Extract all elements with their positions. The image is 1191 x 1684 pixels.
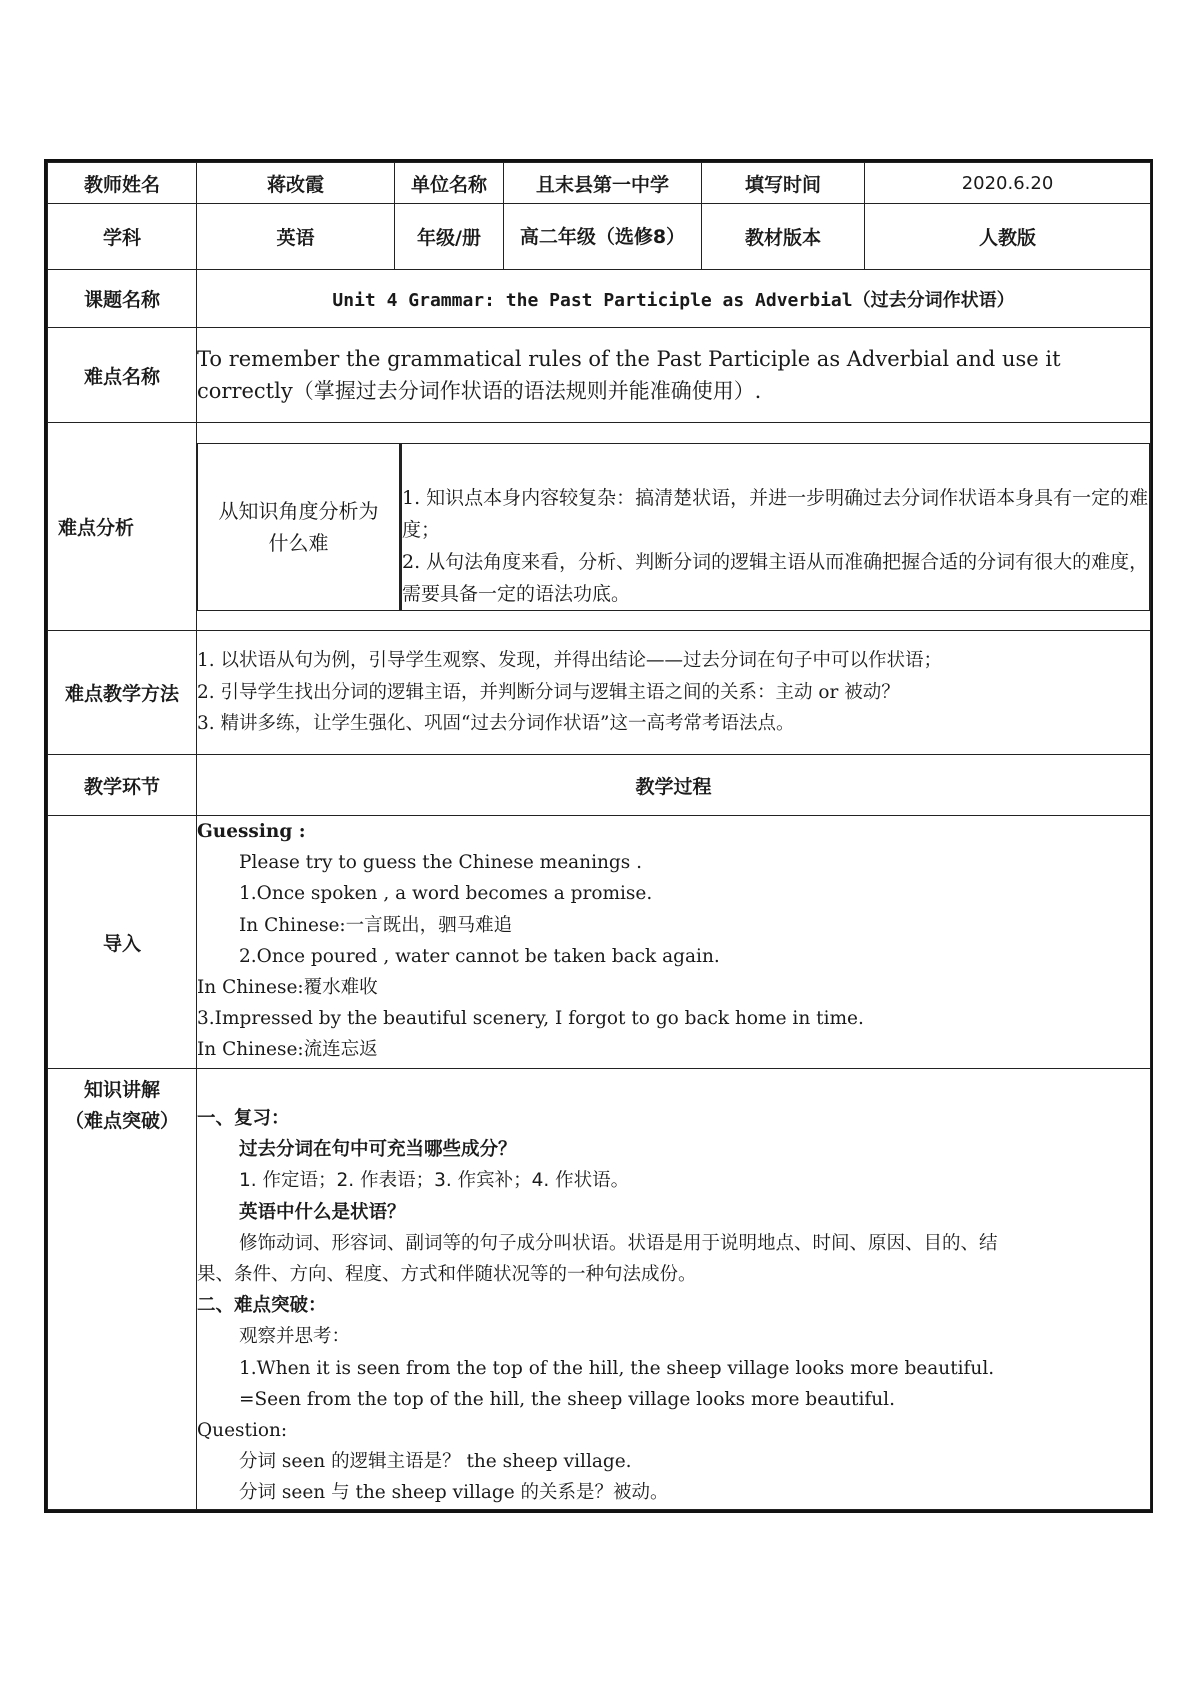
knowledge-label-line-1: 知识讲解	[83, 1079, 160, 1101]
analysis-label: 难点分析	[48, 423, 197, 631]
analysis-row	[48, 423, 1151, 631]
intro-prompt: Please try to guess the Chinese meanings .	[239, 852, 643, 874]
review-question-1: 过去分词在句中可充当哪些成分？	[239, 1139, 517, 1161]
knowledge-label-line-2: （难点突破）	[64, 1110, 179, 1132]
difficulty-value: To remember the grammatical rules of the Past Participle as Adverbial and use it correctly（掌握过去分词作状语的语法规则并能准确使用）.	[197, 328, 1151, 423]
analysis-inner	[197, 443, 1150, 611]
stage-header: 教学环节	[48, 755, 197, 816]
topic-row	[48, 270, 1151, 328]
lesson-plan-grid	[47, 162, 1151, 1510]
review-answer-1: 1. 作定语；2. 作表语；3. 作宾补；4. 作状语。	[239, 1170, 630, 1192]
intro-label: 导入	[48, 816, 197, 1069]
intro-sentence-2: 2.Once poured , water cannot be taken back again.	[239, 945, 720, 967]
teacher-value: 蒋改霞	[197, 163, 395, 204]
difficulty-label: 难点名称	[48, 328, 197, 423]
intro-row	[48, 816, 1151, 1069]
subject-label: 学科	[48, 204, 197, 270]
topic-label: 课题名称	[48, 270, 197, 328]
observe-prompt: 观察并思考：	[239, 1326, 351, 1348]
info-row-1	[48, 163, 1151, 204]
review-answer-2b: 果、条件、方向、程度、方式和伴随状况等的一种句法成份。	[197, 1264, 697, 1286]
method-item-3: 3. 精讲多练，让学生强化、巩固“过去分词作状语”这一高考常考语法点。	[197, 713, 795, 735]
grade-value: 高二年级（选修8）	[504, 204, 702, 270]
question-answer-2: 分词 seen 与 the sheep village 的关系是？被动。	[239, 1482, 669, 1504]
intro-sentence-3: 3.Impressed by the beautiful scenery, I forgot to go back home in time.	[197, 1008, 864, 1030]
date-label: 填写时间	[702, 163, 865, 204]
question-label: Question:	[197, 1420, 288, 1442]
subject-value: 英语	[197, 204, 395, 270]
intro-title: Guessing :	[197, 821, 306, 842]
breakthrough-title: 二、难点突破：	[197, 1295, 327, 1317]
intro-sentence-2-cn: In Chinese:覆水难收	[197, 977, 378, 999]
edition-label: 教材版本	[702, 204, 865, 270]
edition-value: 人教版	[865, 204, 1151, 270]
methods-list	[197, 631, 1151, 755]
process-header: 教学过程	[197, 755, 1151, 816]
intro-sentence-3-cn: In Chinese:流连忘返	[197, 1039, 378, 1061]
methods-label: 难点教学方法	[48, 631, 197, 755]
review-answer-2a: 修饰动词、形容词、副词等的句子成分叫状语。状语是用于说明地点、时间、原因、目的、结	[239, 1232, 998, 1254]
analysis-sub-label: 从知识角度分析为什么难	[198, 443, 401, 610]
knowledge-label	[48, 1069, 197, 1510]
process-header-row	[48, 755, 1151, 816]
difficulty-row	[48, 328, 1151, 423]
unit-label: 单位名称	[395, 163, 504, 204]
method-item-2: 2. 引导学生找出分词的逻辑主语，并判断分词与逻辑主语之间的关系：主动 or 被动？	[197, 681, 900, 703]
knowledge-row	[48, 1069, 1151, 1510]
date-value: 2020.6.20	[865, 163, 1151, 204]
intro-sentence-1-cn: In Chinese:一言既出，驷马难追	[239, 914, 513, 936]
knowledge-content	[197, 1069, 1151, 1510]
question-answer-1: 分词 seen 的逻辑主语是？ the sheep village.	[239, 1451, 632, 1473]
example-1: 1.When it is seen from the top of the hill, the sheep village looks more beautiful.	[239, 1357, 995, 1379]
example-1-rewrite: =Seen from the top of the hill, the sheep village looks more beautiful.	[239, 1388, 895, 1410]
grade-label: 年级/册	[395, 204, 504, 270]
topic-value: Unit 4 Grammar: the Past Participle as Adverbial（过去分词作状语）	[197, 270, 1151, 328]
analysis-cell	[197, 423, 1151, 631]
review-question-2: 英语中什么是状语？	[239, 1201, 406, 1223]
intro-sentence-1: 1.Once spoken , a word becomes a promise.	[239, 883, 653, 905]
lesson-plan-table	[44, 159, 1153, 1513]
analysis-item-1: 1. 知识点本身内容较复杂：搞清楚状语，并进一步明确过去分词作状语本身具有一定的难度；	[402, 486, 1149, 541]
intro-content	[197, 816, 1151, 1069]
analysis-items	[401, 443, 1150, 610]
info-row-2	[48, 204, 1151, 270]
review-title: 一、复习：	[197, 1108, 290, 1129]
methods-row	[48, 631, 1151, 755]
analysis-item-2: 2. 从句法角度来看，分析、判断分词的逻辑主语从而准确把握合适的分词有很大的难度，需要具备一定的语法功底。	[402, 550, 1149, 605]
unit-value: 且末县第一中学	[504, 163, 702, 204]
method-item-1: 1. 以状语从句为例，引导学生观察、发现，并得出结论——过去分词在句子中可以作状语；	[197, 650, 943, 672]
teacher-label: 教师姓名	[48, 163, 197, 204]
